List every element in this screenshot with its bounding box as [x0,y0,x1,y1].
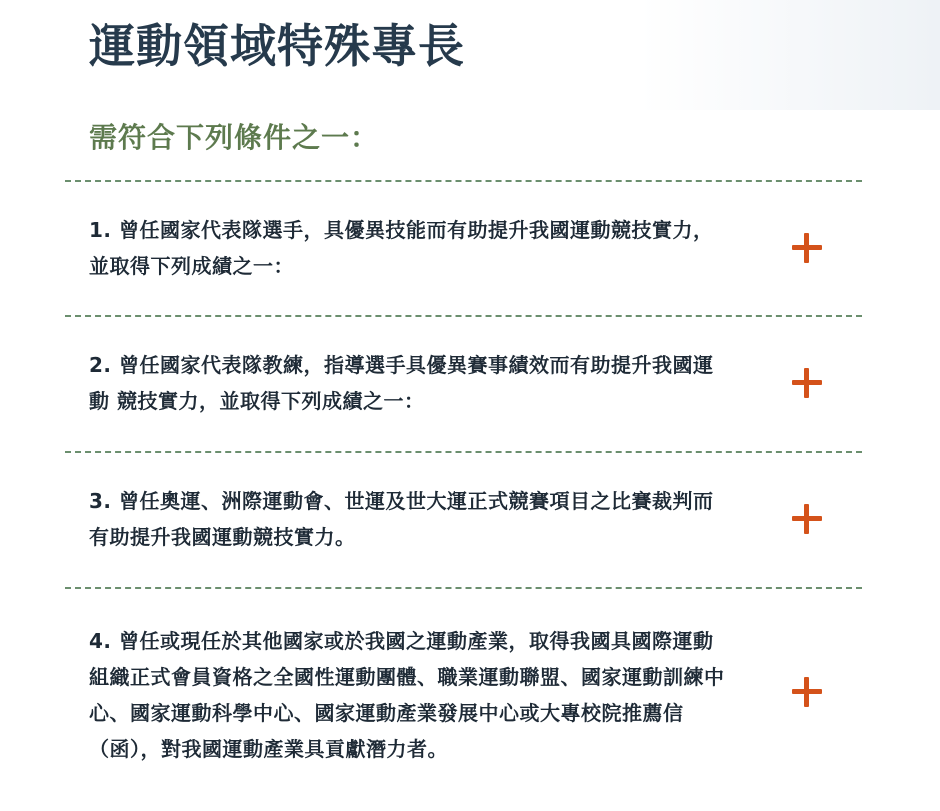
accordion-item-4[interactable] [65,587,862,777]
criteria-accordion [65,180,862,777]
accordion-item-2[interactable] [65,315,862,451]
section-subtitle: 需符合下列條件之一： [89,121,380,154]
accordion-item-1[interactable] [65,180,862,315]
page-title: 運動領域特殊專長 [89,19,465,73]
plus-icon[interactable] [792,504,822,534]
plus-icon[interactable] [792,368,822,398]
accordion-item-3[interactable] [65,451,862,587]
header-background-fade [640,0,940,110]
plus-icon[interactable] [792,677,822,707]
plus-icon[interactable] [792,233,822,263]
accordion-item-text: 4. 曾任或現任於其他國家或於我國之運動產業，取得我國具國際運動組織正式會員資格之全國性運動團體、職業運動聯盟、國家運動訓練中心、國家運動科學中心、國家運動產業發展中心或大專校院推薦信（函），對我國運動產業具貢獻潛力者。 [89,629,725,761]
accordion-item-text: 3. 曾任奧運、洲際運動會、世運及世大運正式競賽項目之比賽裁判而有助提升我國運動競技實力。 [89,489,714,549]
accordion-item-text: 2. 曾任國家代表隊教練，指導選手具優異賽事績效而有助提升我國運動 競技實力，並取得下列成績之一： [89,353,714,413]
accordion-item-text: 1. 曾任國家代表隊選手，具優異技能而有助提升我國運動競技實力，並取得下列成績之一： [89,218,714,278]
